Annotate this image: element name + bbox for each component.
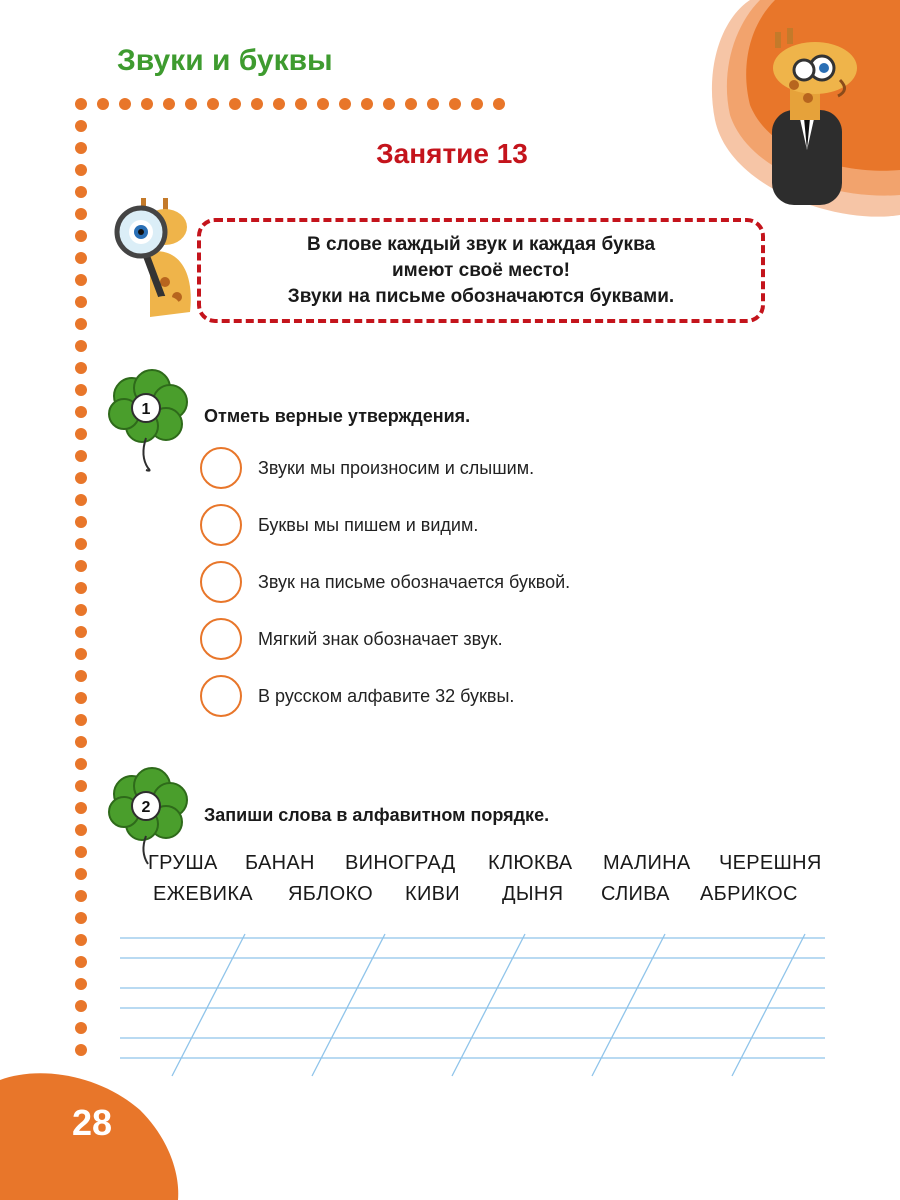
frame-dot: [75, 626, 87, 638]
frame-dot: [163, 98, 175, 110]
frame-dot: [317, 98, 329, 110]
frame-dot: [75, 780, 87, 792]
word: СЛИВА: [601, 883, 670, 905]
frame-dot: [75, 934, 87, 946]
frame-dot: [449, 98, 461, 110]
frame-dot: [75, 494, 87, 506]
word: ГРУША: [148, 852, 218, 874]
frame-dot: [75, 186, 87, 198]
frame-dot: [75, 604, 87, 616]
word: БАНАН: [245, 852, 315, 874]
option-4-label: Мягкий знак обозначает звук.: [258, 628, 503, 649]
word: ЧЕРЕШНЯ: [719, 852, 822, 874]
frame-dot: [405, 98, 417, 110]
frame-dot: [185, 98, 197, 110]
option-1-checkbox[interactable]: [200, 447, 242, 489]
option-4[interactable]: [200, 616, 503, 662]
rule-line-2: имеют своё место!: [391, 259, 570, 281]
frame-dot: [75, 560, 87, 572]
frame-dot: [75, 670, 87, 682]
frame-dot: [75, 1000, 87, 1012]
frame-dot: [75, 824, 87, 836]
frame-dot: [141, 98, 153, 110]
frame-dot: [75, 846, 87, 858]
clover-icon: [104, 368, 194, 473]
frame-dot: [383, 98, 395, 110]
option-5[interactable]: [200, 673, 514, 719]
frame-dot: [75, 384, 87, 396]
frame-dot: [75, 538, 87, 550]
frame-dot: [75, 274, 87, 286]
task1-title: Отметь верные утверждения.: [204, 406, 471, 426]
option-3-checkbox[interactable]: [200, 561, 242, 603]
frame-dot: [75, 956, 87, 968]
option-3[interactable]: [200, 559, 570, 605]
word: ЕЖЕВИКА: [153, 883, 253, 905]
option-1[interactable]: [200, 445, 534, 491]
rule-line-3: Звуки на письме обозначаются буквами.: [287, 285, 675, 307]
option-2-checkbox[interactable]: [200, 504, 242, 546]
frame-dot: [471, 98, 483, 110]
giraffe-magnifier-illustration: [105, 192, 205, 322]
word: ВИНОГРАД: [345, 852, 456, 874]
word: ДЫНЯ: [502, 883, 564, 905]
frame-dot: [75, 1044, 87, 1056]
frame-dot: [75, 230, 87, 242]
frame-dot: [75, 648, 87, 660]
frame-dot: [427, 98, 439, 110]
frame-dot: [229, 98, 241, 110]
frame-dot: [75, 736, 87, 748]
word: КИВИ: [405, 883, 460, 905]
frame-dot: [75, 714, 87, 726]
option-2-label: Буквы мы пишем и видим.: [258, 514, 479, 535]
frame-dot: [75, 340, 87, 352]
frame-dot: [75, 758, 87, 770]
option-1-label: Звуки мы произносим и слышим.: [258, 457, 535, 478]
option-5-label: В русском алфавите 32 буквы.: [258, 685, 515, 706]
frame-dot: [273, 98, 285, 110]
frame-dot: [493, 98, 505, 110]
frame-dot: [75, 582, 87, 594]
frame-dot: [75, 1022, 87, 1034]
lesson-title: Занятие 13: [376, 138, 528, 169]
frame-dot: [75, 450, 87, 462]
word: МАЛИНА: [603, 852, 691, 874]
task2-title: Запиши слова в алфавитном порядке.: [204, 805, 550, 825]
frame-dot: [75, 472, 87, 484]
frame-dot: [75, 406, 87, 418]
frame-dot: [295, 98, 307, 110]
option-2[interactable]: [200, 502, 478, 548]
frame-dot: [75, 362, 87, 374]
frame-dot: [361, 98, 373, 110]
rule-line-1: В слове каждый звук и каждая буква: [306, 233, 656, 255]
task2-number: 2: [141, 799, 151, 816]
frame-dot: [75, 868, 87, 880]
rule-box: [197, 218, 765, 323]
frame-dot: [75, 208, 87, 220]
frame-dot: [75, 296, 87, 308]
frame-dot: [251, 98, 263, 110]
option-3-label: Звук на письме обозначается буквой.: [258, 571, 571, 592]
section-title: Звуки и буквы: [117, 44, 333, 77]
frame-dot: [75, 692, 87, 704]
frame-dot: [75, 318, 87, 330]
option-4-checkbox[interactable]: [200, 618, 242, 660]
frame-dot: [75, 120, 87, 132]
frame-dot: [339, 98, 351, 110]
frame-dot: [75, 252, 87, 264]
frame-dot: [75, 98, 87, 110]
frame-dot: [75, 516, 87, 528]
word: ЯБЛОКО: [288, 883, 374, 905]
frame-dot: [75, 802, 87, 814]
frame-dot: [119, 98, 131, 110]
word: КЛЮКВА: [488, 852, 573, 874]
frame-dot: [207, 98, 219, 110]
frame-dot: [75, 428, 87, 440]
task1-number: 1: [141, 401, 151, 418]
page-number: 28: [72, 1102, 113, 1143]
frame-dot: [75, 978, 87, 990]
frame-dot: [75, 890, 87, 902]
word: АБРИКОС: [700, 883, 798, 905]
frame-dot: [75, 912, 87, 924]
frame-dot: [97, 98, 109, 110]
option-5-checkbox[interactable]: [200, 675, 242, 717]
writing-lines[interactable]: [120, 930, 830, 1080]
